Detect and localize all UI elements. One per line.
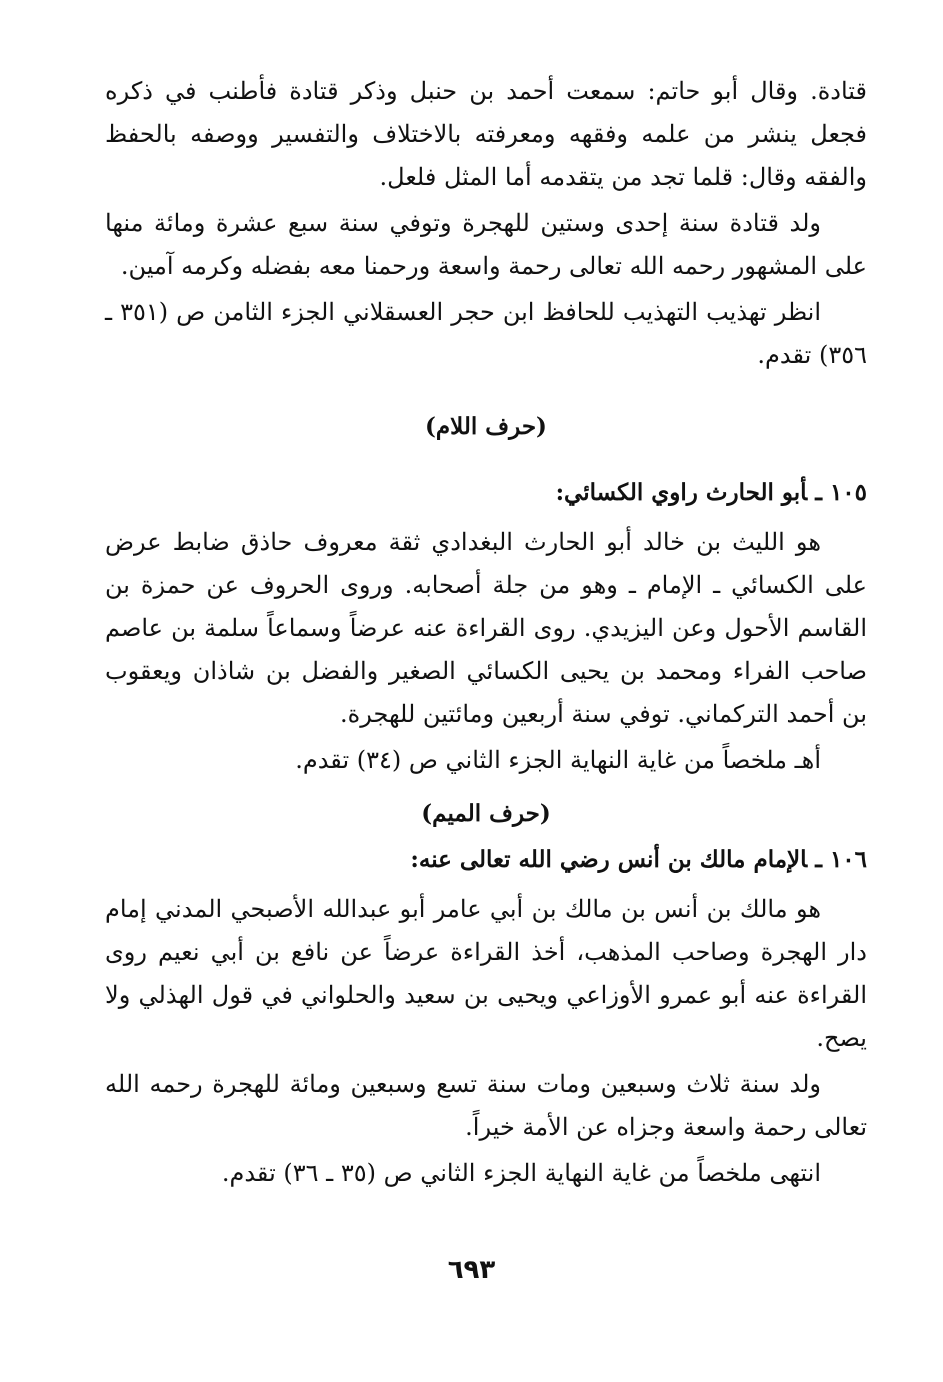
- section-title-lam: (حرف اللام): [425, 413, 547, 440]
- section-title-mim: (حرف الميم): [421, 800, 551, 827]
- entry-106-paragraph-2: ولد سنة ثلاث وسبعين ومات سنة تسع وسبعين ومائة للهجرة رحمه الله تعالى رحمة واسعة وجزاه عن الأمة خيراً.: [105, 1070, 867, 1141]
- page-number: ٦٩٣: [447, 1255, 496, 1285]
- entry-title-105: أبو الحارث راوي الكسائي:: [555, 479, 808, 506]
- entry-heading-106: [105, 840, 867, 880]
- entry-105-paragraph-1: هو الليث بن خالد أبو الحارث البغدادي ثقة معروف حاذق ضابط عرض على الكسائي ـ الإمام ـ وهو من جلة أصحابه. وروى الحروف عن حمزة بن القاسم الأحول وعن اليزيدي. روى القراءة عنه عرضاً وسماعاً سلمة بن عاصم صاحب الفراء ومحمد بن يحيى الكسائي الصغير والفضل بن شاذان ويعقوب بن أحمد التركماني. توفي سنة أربعين ومائتين للهجرة.: [105, 528, 868, 728]
- entry-heading-105: [105, 473, 867, 513]
- entry-number-106: ١٠٦ ـ: [815, 846, 867, 873]
- entry-number-105: ١٠٥ ـ: [815, 479, 867, 506]
- entry-106-paragraph-3: انتهى ملخصاً من غاية النهاية الجزء الثاني ص (٣٥ ـ ٣٦) تقدم.: [221, 1159, 821, 1187]
- entry-title-106: الإمام مالك بن أنس رضي الله تعالى عنه:: [410, 846, 808, 873]
- page-body: [105, 70, 867, 1198]
- intro-paragraph-2: ولد قتادة سنة إحدى وستين للهجرة وتوفي سنة سبع عشرة ومائة منها على المشهور رحمه الله تعالى رحمة واسعة ورحمنا معه بفضله وكرمه آمين.: [105, 209, 867, 280]
- intro-paragraph-3: انظر تهذيب التهذيب للحافظ ابن حجر العسقلاني الجزء الثامن ص (٣٥١ ـ ٣٥٦) تقدم.: [105, 298, 867, 369]
- intro-paragraph-1: قتادة. وقال أبو حاتم: سمعت أحمد بن حنبل وذكر قتادة فأطنب في ذكره فجعل ينشر من علمه وفقهه ومعرفته بالاختلاف والتفسير ووصفه بالحفظ والفقه وقال: قلما تجد من يتقدمه أما المثل فلعل.: [105, 77, 867, 191]
- entry-105-paragraph-2: أهـ ملخصاً من غاية النهاية الجزء الثاني ص (٣٤) تقدم.: [295, 746, 821, 774]
- entry-106-paragraph-1: هو مالك بن أنس بن مالك بن أبي عامر أبو عبدالله الأصبحي المدني إمام دار الهجرة وصاحب المذهب، أخذ القراءة عرضاً عن نافع بن أبي نعيم روى القراءة عنه أبو عمرو الأوزاعي ويحيى بن سعيد والحلواني في قول الهذلي ولا يصح.: [105, 895, 867, 1052]
